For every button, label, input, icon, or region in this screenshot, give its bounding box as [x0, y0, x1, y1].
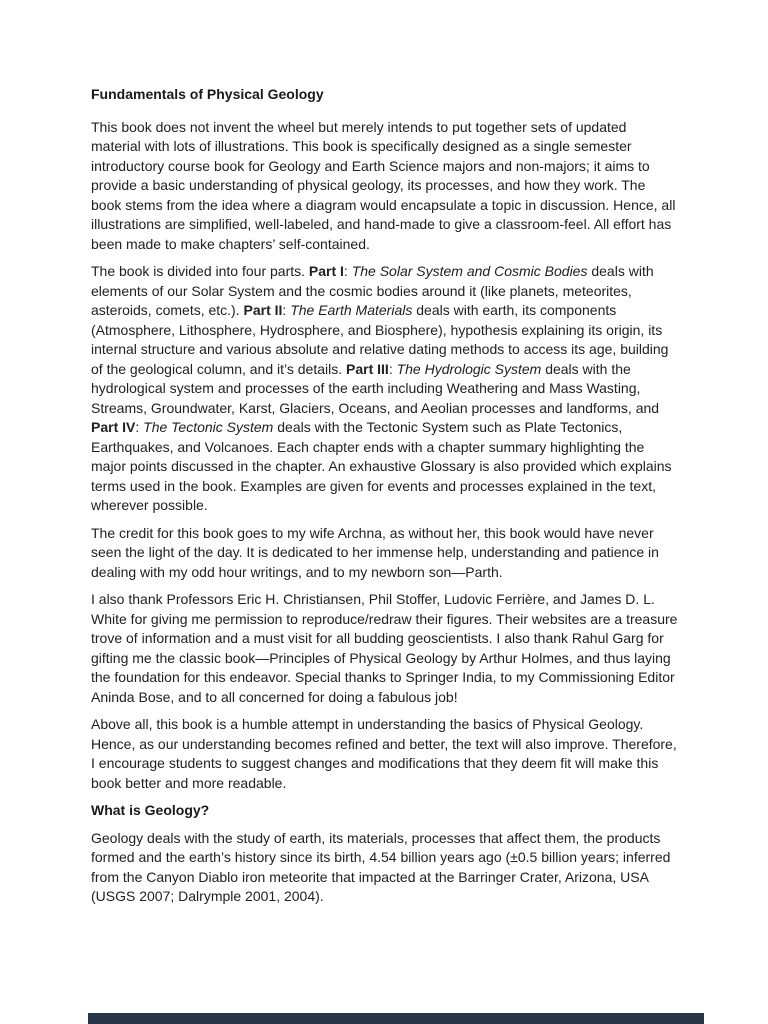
text-segment: Part III	[346, 360, 389, 377]
text-segment: The book is divided into four parts.	[91, 263, 309, 279]
text-segment: :	[135, 419, 144, 435]
text-segment: The Tectonic System	[143, 419, 274, 435]
text-segment: deals with elements of our Solar System and the cosmic bodies around it (like planets, meteorites, asteroids, comets, etc.).	[91, 263, 654, 318]
paragraph-geology-definition: Geology deals with the study of earth, its materials, processes that affect them, the products formed and the earth’s history since its birth, 4.54 billion years ago (±0.5 billion years; inferred from the Canyon Diablo iron meteorite that impacted at the Barringer Crater, Arizona, USA (USGS 2007; Dalrymple 2001, 2004).	[91, 829, 671, 904]
text-segment: deals with earth, its components (Atmosphere, Lithosphere, Hydrosphere, and Biosphere), hypothesis explaining its origin, its internal structure and various absolute and relative dating methods to access its age, building of the geological column, and it’s details.	[91, 302, 669, 377]
paragraph-book-parts	[91, 262, 679, 516]
text-segment: The Hydrologic System	[396, 360, 542, 377]
document-title: Fundamentals of Physical Geology	[91, 86, 324, 102]
paragraph-closing: Above all, this book is a humble attempt in understanding the basics of Physical Geology. Hence, as our understanding becomes refined and better, the text will also improve. Therefore, I encourage students to suggest changes and modifications that they deem fit will make this book better and more readable.	[91, 716, 677, 791]
page-content	[91, 85, 679, 915]
text-segment: Part II	[243, 302, 283, 318]
paragraph-intro: This book does not invent the wheel but merely intends to put together sets of updated material with lots of illustrations. This book is specifically designed as a single semester introductory course book for Geology and Earth Science majors and non-majors; it aims to provide a basic understanding of physical geology, its processes, and how they work. The book stems from the idea where a diagram would encapsulate a topic in discussion. Hence, all illustrations are simplified, well-labeled, and hand-made to give a classroom-feel. All effort has been made to make chapters’ self-contained.	[91, 118, 676, 252]
text-segment: :	[343, 263, 352, 279]
text-segment: The Solar System and Cosmic Bodies	[351, 263, 588, 279]
text-segment: :	[282, 302, 291, 318]
section-heading-what-is-geology: What is Geology?	[91, 802, 210, 818]
paragraph-credit: The credit for this book goes to my wife Archna, as without her, this book would have never seen the light of the day. It is dedicated to her immense help, understanding and patience in dealing with my odd hour writings, and to my newborn son—Parth.	[91, 524, 659, 580]
text-segment: :	[388, 360, 397, 377]
text-segment: Part IV	[91, 419, 136, 435]
paragraph-acknowledgements: I also thank Professors Eric H. Christiansen, Phil Stoffer, Ludovic Ferrière, and James D. L. White for giving me permission to reproduce/redraw their figures. Their websites are a treasure trove of information and a must visit for all budding geoscientists. I also thank Rahul Garg for gifting me the classic book—Principles of Physical Geology by Arthur Holmes, and thus laying the foundation for this endeavor. Special thanks to Springer India, to my Commissioning Editor Aninda Bose, and to all concerned for doing a fabulous job!	[91, 591, 678, 705]
text-segment: The Earth Materials	[290, 302, 413, 318]
text-segment: deals with the hydrological system and processes of the earth including Weathering and Mass Wasting, Streams, Groundwater, Karst, Glaciers, Oceans, and Aeolian processes and landforms, and	[91, 360, 660, 416]
text-segment: deals with the Tectonic System such as Plate Tectonics, Earthquakes, and Volcanoes. Each chapter ends with a chapter summary highlighting the major points discussed in the chapter. An exhaustive Glossary is also provided which explains terms used in the book. Examples are given for events and processes explained in the text, wherever possible.	[91, 419, 672, 513]
bottom-toolbar[interactable]	[88, 1013, 704, 1024]
text-segment: Part I	[308, 263, 344, 279]
